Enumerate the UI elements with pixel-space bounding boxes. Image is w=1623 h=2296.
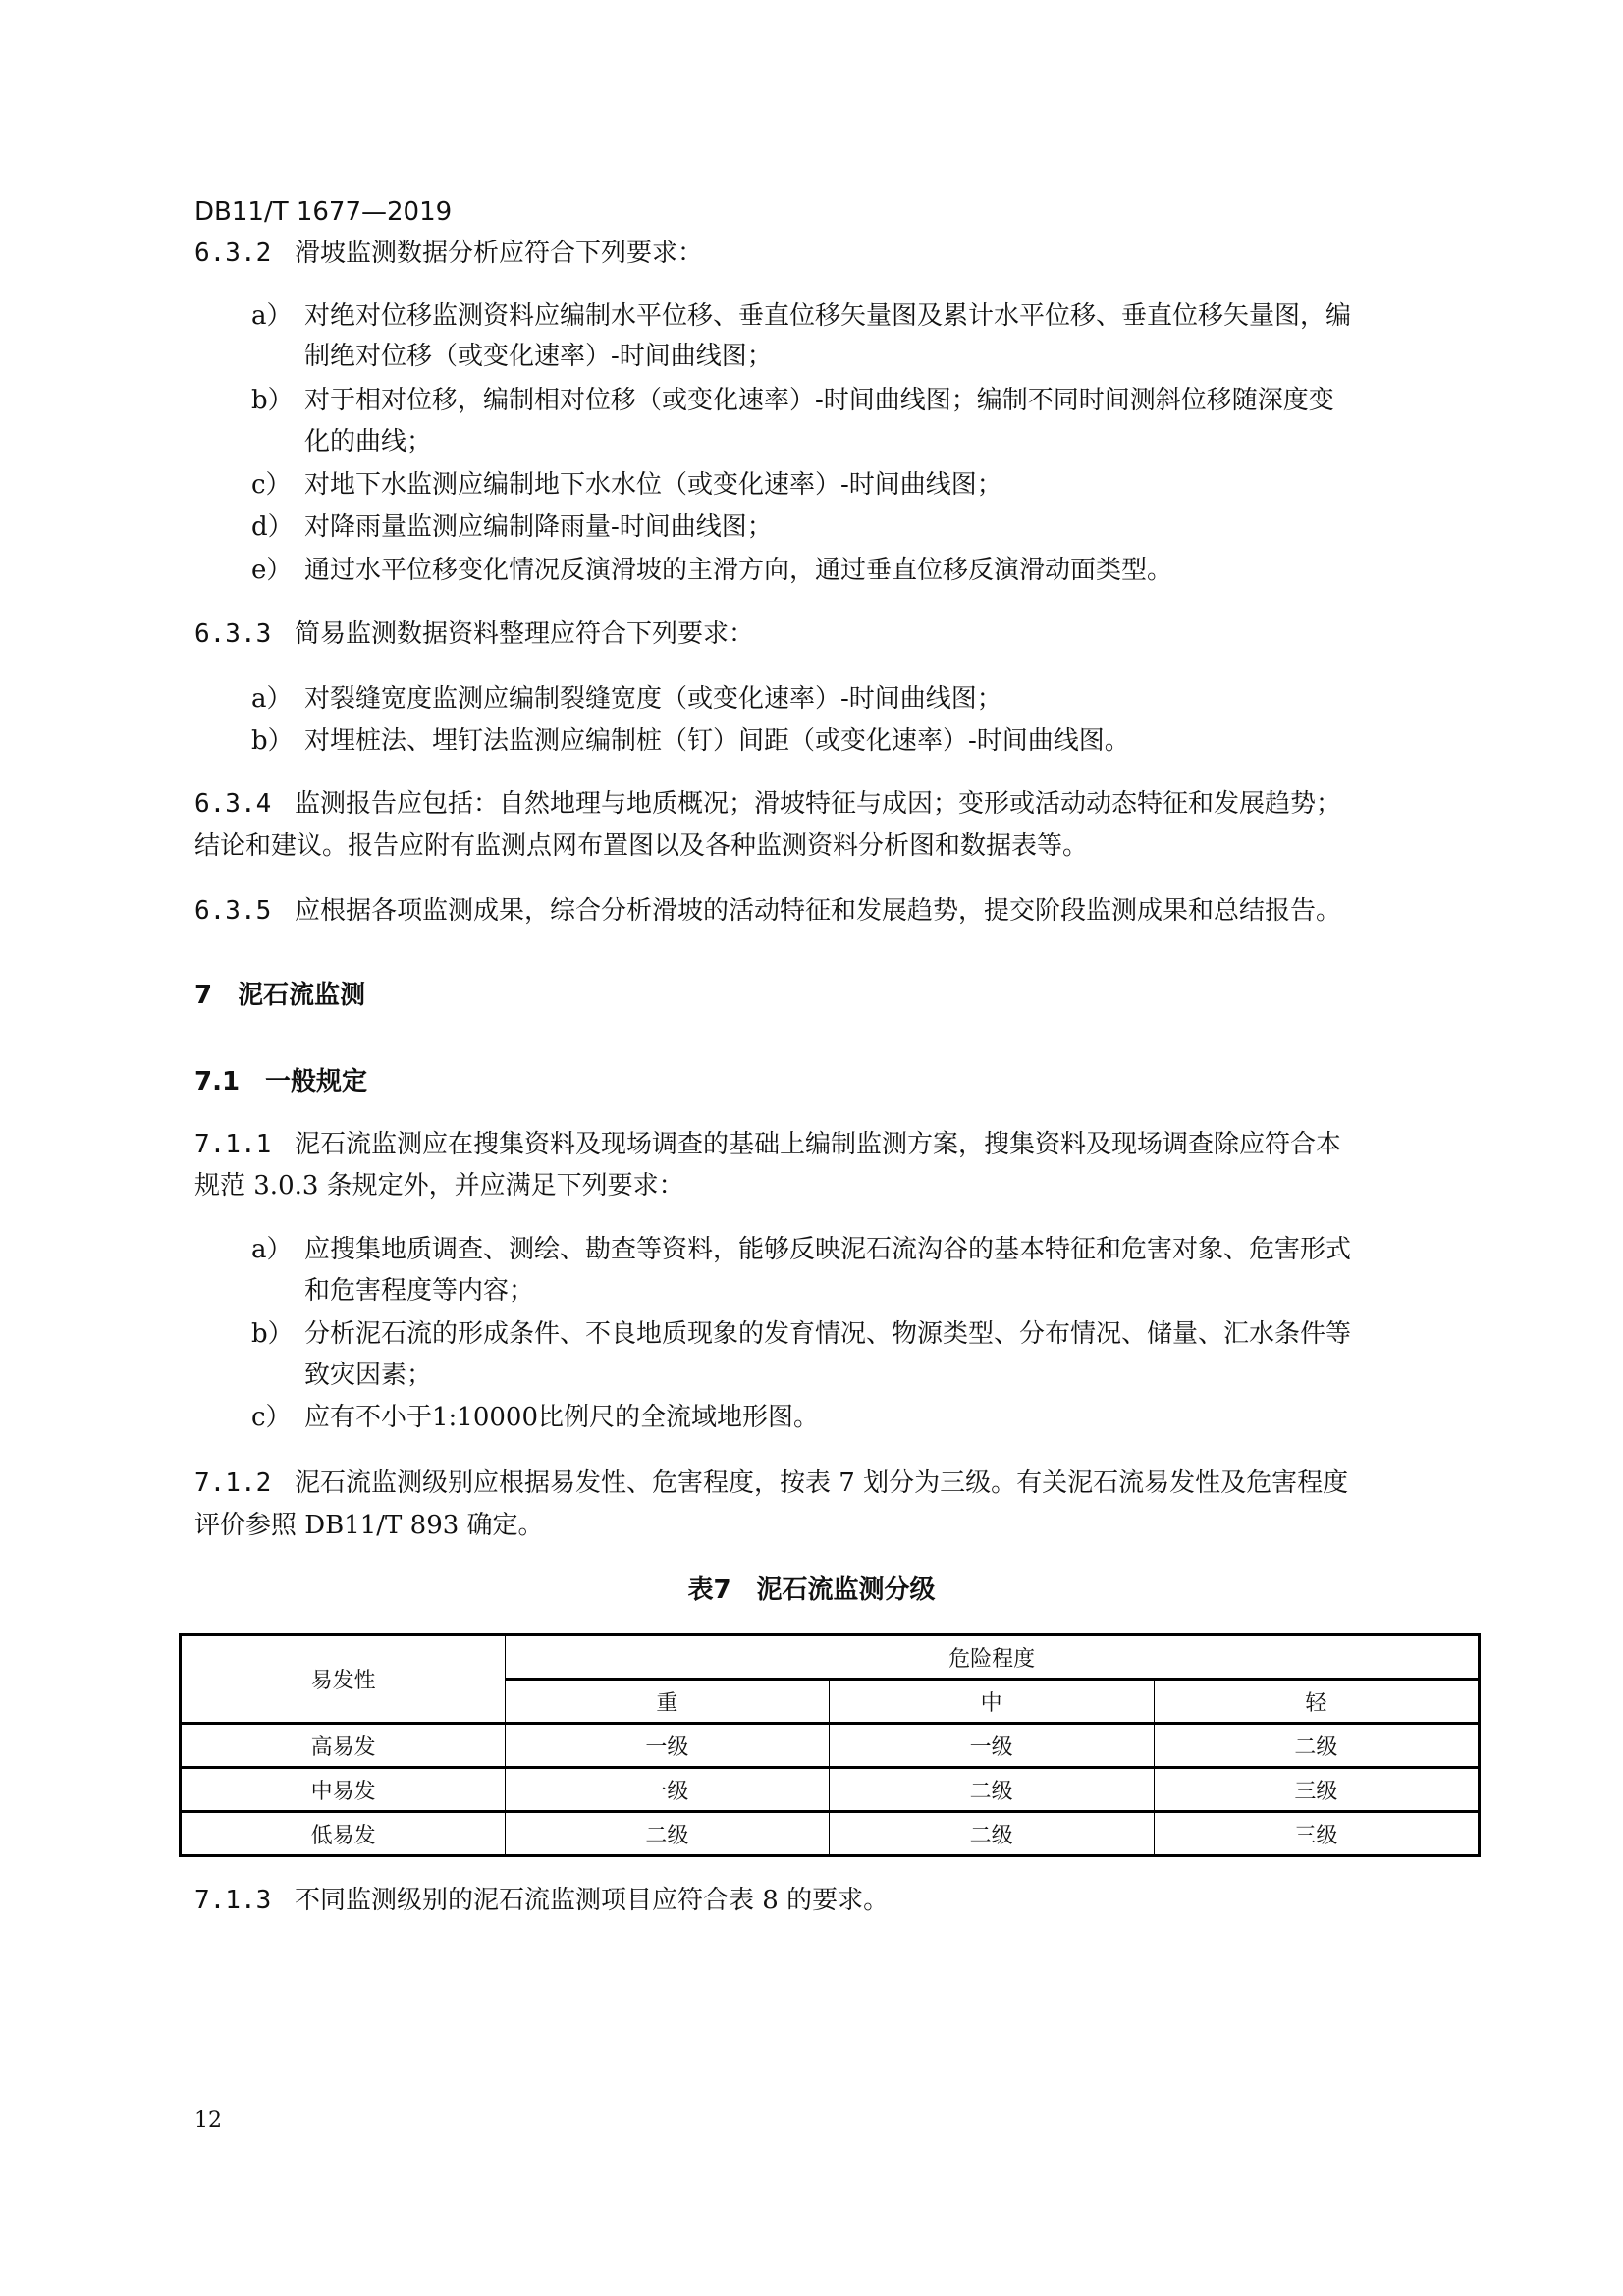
clause-7-1-3 bbox=[194, 1880, 889, 1921]
table-row bbox=[181, 1812, 1480, 1856]
clause-number: 6.3.4 bbox=[194, 789, 272, 819]
clause-text: 监测报告应包括：自然地理与地质概况；滑坡特征与成因；变形或活动动态特征和发展趋势； bbox=[295, 789, 1342, 819]
table-row bbox=[181, 1724, 1480, 1768]
list-label: e） bbox=[251, 556, 293, 585]
list-text: 和危害程度等内容； bbox=[304, 1276, 535, 1306]
page-number: 12 bbox=[194, 2109, 222, 2133]
list-label: a） bbox=[251, 1235, 293, 1264]
table-row bbox=[181, 1768, 1480, 1812]
clause-text: 评价参照 DB11/T 893 确定。 bbox=[194, 1511, 544, 1540]
clause-text: 不同监测级别的泥石流监测项目应符合表 8 的要求。 bbox=[295, 1886, 890, 1915]
table-cell: 二级 bbox=[829, 1812, 1154, 1856]
list-text: 应有不小于1:10000比例尺的全流域地形图。 bbox=[304, 1403, 820, 1432]
list-label: d） bbox=[251, 512, 294, 542]
list-text: 制绝对位移（或变化速率）-时间曲线图； bbox=[304, 342, 773, 371]
table-cell: 二级 bbox=[506, 1812, 829, 1856]
list-label: c） bbox=[251, 1403, 292, 1432]
document-code-header: DB11/T 1677—2019 bbox=[194, 197, 453, 227]
clause-text: 滑坡监测数据分析应符合下列要求： bbox=[295, 239, 704, 268]
row-label: 高易发 bbox=[181, 1724, 506, 1768]
list-text: 对裂缝宽度监测应编制裂缝宽度（或变化速率）-时间曲线图； bbox=[304, 684, 1002, 714]
list-label: b） bbox=[251, 386, 294, 415]
list-text: 对绝对位移监测资料应编制水平位移、垂直位移矢量图及累计水平位移、垂直位移矢量图，编 bbox=[304, 301, 1352, 331]
clause-text: 结论和建议。报告应附有监测点网布置图以及各种监测资料分析图和数据表等。 bbox=[194, 831, 1089, 861]
section-7-1-heading: 7.1 一般规定 bbox=[194, 1067, 368, 1096]
clause-number: 7.1.2 bbox=[194, 1468, 272, 1498]
clause-text: 规范 3.0.3 条规定外，并应满足下列要求： bbox=[194, 1171, 684, 1201]
list-text: 对埋桩法、埋钉法监测应编制桩（钉）间距（或变化速率）-时间曲线图。 bbox=[304, 726, 1130, 756]
table-cell: 二级 bbox=[1154, 1724, 1479, 1768]
clause-text: 泥石流监测应在搜集资料及现场调查的基础上编制监测方案，搜集资料及现场调查除应符合本 bbox=[295, 1130, 1342, 1159]
list-text: 对于相对位移，编制相对位移（或变化速率）-时间曲线图；编制不同时间测斜位移随深度变 bbox=[304, 386, 1334, 415]
list-text: 通过水平位移变化情况反演滑坡的主滑方向，通过垂直位移反演滑动面类型。 bbox=[304, 556, 1173, 585]
row-label: 低易发 bbox=[181, 1812, 506, 1856]
table-caption: 表7 泥石流监测分级 bbox=[687, 1575, 936, 1605]
list-text: 化的曲线； bbox=[304, 427, 433, 456]
table-cell: 一级 bbox=[506, 1724, 829, 1768]
list-label: c） bbox=[251, 470, 292, 500]
header-hazard-degree: 危险程度 bbox=[506, 1635, 1480, 1680]
clause-6-3-5 bbox=[194, 890, 1341, 932]
column-header: 重 bbox=[506, 1680, 829, 1724]
clause-6-3-2 bbox=[194, 233, 703, 274]
list-text: 应搜集地质调查、测绘、勘查等资料，能够反映泥石流沟谷的基本特征和危害对象、危害形式 bbox=[304, 1235, 1352, 1264]
column-header: 中 bbox=[829, 1680, 1154, 1724]
table-cell: 三级 bbox=[1154, 1812, 1479, 1856]
column-header: 轻 bbox=[1154, 1680, 1479, 1724]
clause-text: 泥石流监测级别应根据易发性、危害程度，按表 7 划分为三级。有关泥石流易发性及危害程度 bbox=[295, 1468, 1349, 1498]
list-label: a） bbox=[251, 684, 293, 714]
list-text: 分析泥石流的形成条件、不良地质现象的发育情况、物源类型、分布情况、储量、汇水条件等 bbox=[304, 1319, 1352, 1349]
clause-number: 6.3.2 bbox=[194, 239, 272, 268]
table-cell: 一级 bbox=[506, 1768, 829, 1812]
clause-number: 6.3.3 bbox=[194, 619, 272, 649]
chapter-7-heading: 7 泥石流监测 bbox=[194, 981, 366, 1010]
table-cell: 一级 bbox=[829, 1724, 1154, 1768]
list-text: 对地下水监测应编制地下水水位（或变化速率）-时间曲线图； bbox=[304, 470, 1002, 500]
clause-text: 简易监测数据资料整理应符合下列要求： bbox=[295, 619, 755, 649]
clause-number: 7.1.3 bbox=[194, 1886, 272, 1915]
row-label: 中易发 bbox=[181, 1768, 506, 1812]
table-header-row bbox=[181, 1635, 1480, 1680]
list-text: 致灾因素； bbox=[304, 1361, 433, 1390]
list-label: b） bbox=[251, 1319, 294, 1349]
list-label: a） bbox=[251, 301, 293, 331]
clause-number: 6.3.5 bbox=[194, 896, 272, 926]
header-susceptibility: 易发性 bbox=[181, 1635, 506, 1724]
list-label: b） bbox=[251, 726, 294, 756]
clause-number: 7.1.1 bbox=[194, 1130, 272, 1159]
clause-text: 应根据各项监测成果，综合分析滑坡的活动特征和发展趋势，提交阶段监测成果和总结报告。 bbox=[295, 896, 1342, 926]
list-text: 对降雨量监测应编制降雨量-时间曲线图； bbox=[304, 512, 773, 542]
table-cell: 三级 bbox=[1154, 1768, 1479, 1812]
table-cell: 二级 bbox=[829, 1768, 1154, 1812]
clause-6-3-3 bbox=[194, 614, 754, 655]
debris-flow-grading-table bbox=[179, 1633, 1481, 1857]
